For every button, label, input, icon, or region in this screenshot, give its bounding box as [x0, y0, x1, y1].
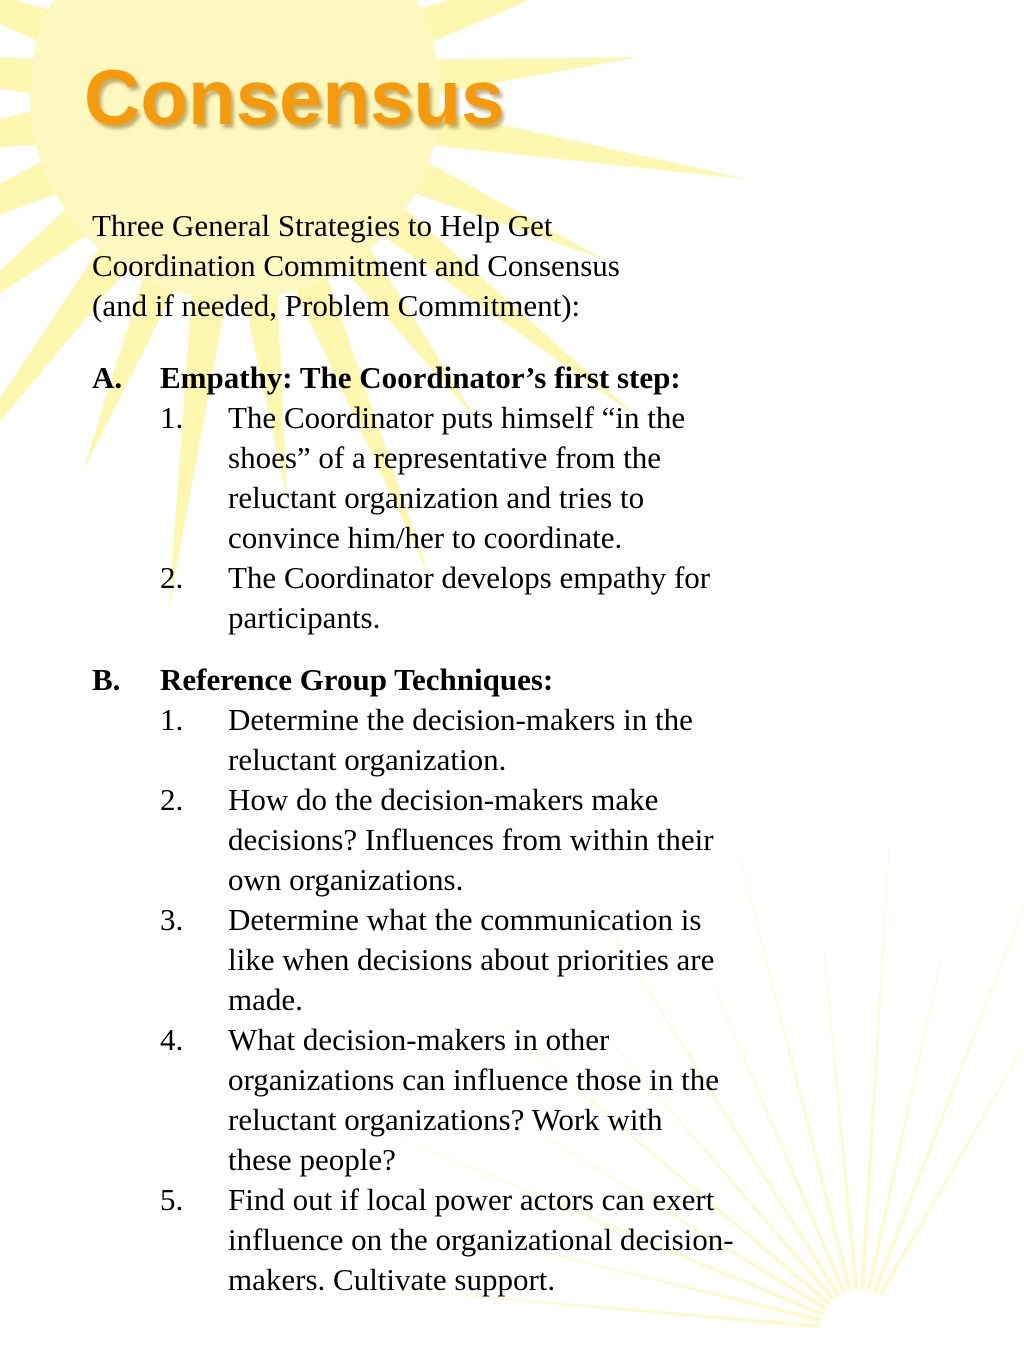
- item-number: 1.: [160, 702, 184, 737]
- item-line: Determine what the communication is: [228, 902, 702, 937]
- section-title: Reference Group Techniques:: [160, 662, 554, 697]
- section-title: Empathy: The Coordinator’s first step:: [160, 360, 681, 395]
- list-item: [92, 900, 872, 1020]
- item-line: like when decisions about priorities are: [228, 942, 715, 977]
- item-line: organizations can influence those in the: [228, 1062, 719, 1097]
- section-empathy: [92, 358, 872, 638]
- item-line: The Coordinator puts himself “in the: [228, 400, 686, 435]
- item-number: 4.: [160, 1022, 184, 1057]
- item-line: What decision-makers in other: [228, 1022, 610, 1057]
- section-letter: B.: [92, 662, 121, 697]
- item-line: reluctant organizations? Work with: [228, 1102, 663, 1137]
- section-reference-group: [92, 660, 872, 1300]
- list-item: [92, 558, 872, 638]
- item-line: Find out if local power actors can exert: [228, 1182, 715, 1217]
- section-heading: [92, 358, 872, 398]
- list-item: [92, 780, 872, 900]
- item-line: participants.: [228, 600, 381, 635]
- section-item-list: [92, 398, 872, 638]
- intro-text: [92, 206, 852, 326]
- item-number: 5.: [160, 1182, 184, 1217]
- section-heading: [92, 660, 872, 700]
- item-line: The Coordinator develops empathy for: [228, 560, 711, 595]
- intro-line: Coordination Commitment and Consensus: [92, 248, 620, 283]
- item-line: made.: [228, 982, 303, 1017]
- item-line: Determine the decision-makers in the: [228, 702, 693, 737]
- section-item-list: [92, 700, 872, 1300]
- item-line: reluctant organization and tries to: [228, 480, 645, 515]
- item-line: makers. Cultivate support.: [228, 1262, 556, 1297]
- item-number: 1.: [160, 400, 184, 435]
- list-item: [92, 1180, 872, 1300]
- item-line: influence on the organizational decision-: [228, 1222, 734, 1257]
- item-line: decisions? Influences from within their: [228, 822, 714, 857]
- item-number: 2.: [160, 782, 184, 817]
- item-line: reluctant organization.: [228, 742, 507, 777]
- item-number: 2.: [160, 560, 184, 595]
- item-line: How do the decision-makers make: [228, 782, 659, 817]
- sun-ray: [866, 903, 953, 1291]
- item-line: own organizations.: [228, 862, 464, 897]
- sun-ray: [397, 0, 724, 51]
- item-line: shoes” of a representative from the: [228, 440, 661, 475]
- intro-line: (and if needed, Problem Commitment):: [92, 288, 581, 323]
- sun-ray: [878, 952, 1024, 1297]
- slide-title: Consensus: [84, 53, 505, 141]
- list-item: [92, 398, 872, 558]
- sun-ray: [872, 808, 1024, 1294]
- list-item: [92, 700, 872, 780]
- list-item: [92, 1020, 872, 1180]
- intro-line: Three General Strategies to Help Get: [92, 208, 553, 243]
- item-line: convince him/her to coordinate.: [228, 520, 623, 555]
- item-line: these people?: [228, 1142, 396, 1177]
- item-number: 3.: [160, 902, 184, 937]
- section-letter: A.: [92, 360, 123, 395]
